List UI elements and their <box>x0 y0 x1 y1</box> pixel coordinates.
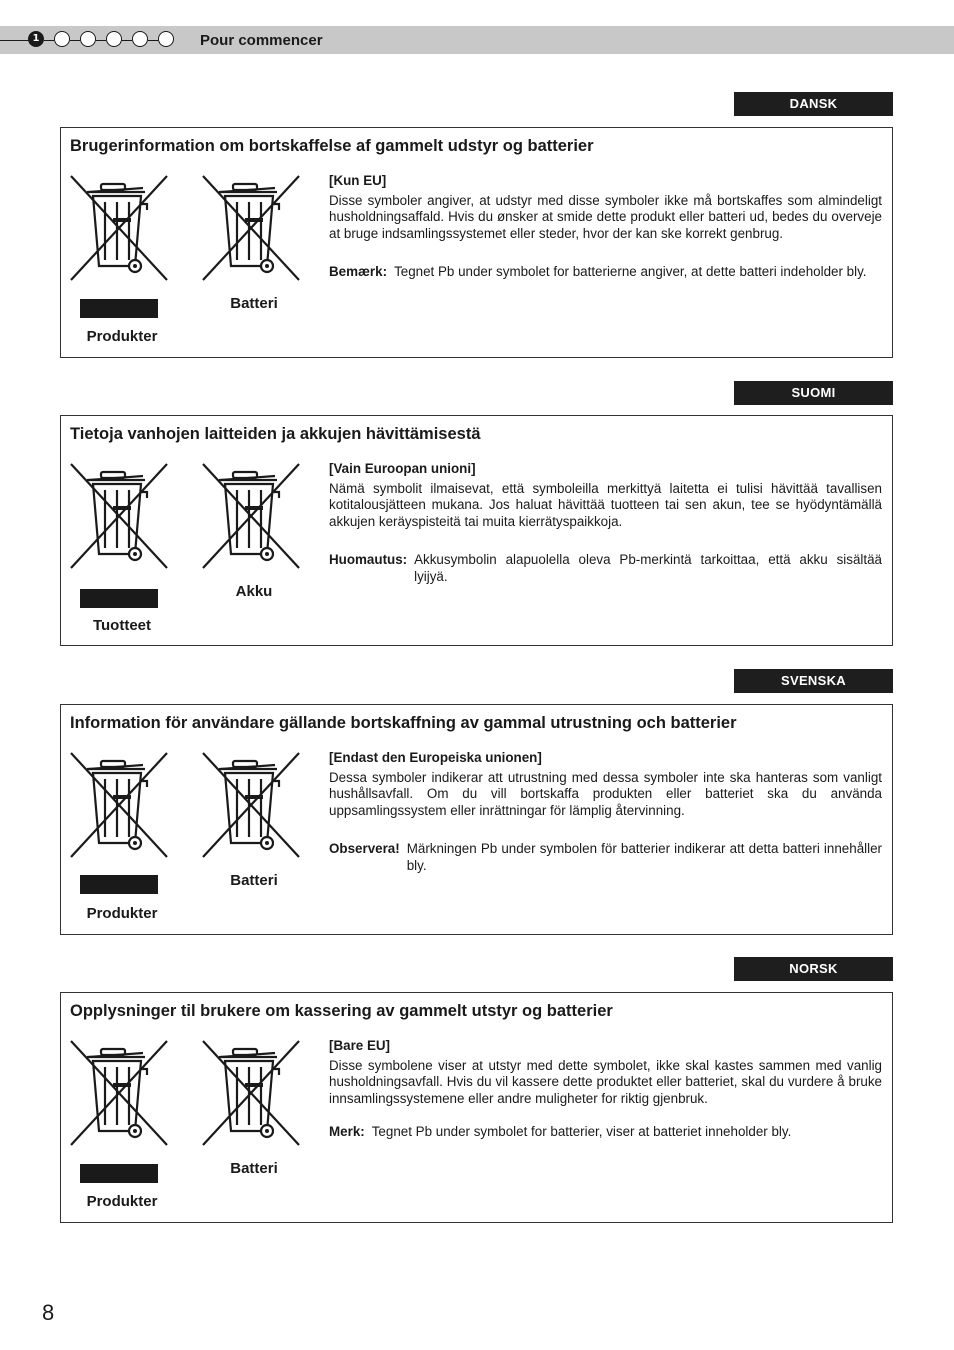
language-tag-norsk: NORSK <box>734 957 893 981</box>
chapter-title: Pour commencer <box>200 32 323 49</box>
crossed-bin-product-icon <box>69 1039 169 1147</box>
section-title: Opplysninger til brukere om kassering av gammelt utstyr og batterier <box>70 1002 613 1020</box>
battery-label: Akku <box>235 583 273 600</box>
step-connector <box>70 40 80 41</box>
region-heading: [Bare EU] <box>329 1038 391 1053</box>
section-svenska <box>60 704 893 935</box>
section-suomi <box>60 415 893 646</box>
note <box>329 1124 882 1141</box>
product-black-bar <box>80 299 158 318</box>
section-dansk <box>60 127 893 358</box>
body-paragraph: Disse symboler angiver, at udstyr med disse symboler ikke må bortskaffes som almindeligt husholdningsaffald. Hvis du ønsker at smide dette produkt eller batteri ud, bedes du overveje at bruge indsamlingssystemet eller steder, hvor der kan ske korrekt genbrug. <box>329 192 882 241</box>
note-label: Observera! <box>329 841 400 856</box>
battery-label: Batteri <box>230 872 278 889</box>
section-text <box>329 461 882 585</box>
chapter-step-6 <box>158 31 174 47</box>
crossed-bin-product-icon <box>69 751 169 859</box>
product-black-bar <box>80 1164 158 1183</box>
note <box>329 841 882 874</box>
chapter-step-2 <box>54 31 70 47</box>
section-title: Brugerinformation om bortskaffelse af gammelt udstyr og batterier <box>70 137 594 155</box>
product-black-bar <box>80 875 158 894</box>
chapter-step-5 <box>132 31 148 47</box>
region-heading: [Kun EU] <box>329 173 387 188</box>
chapter-step-number: 1 <box>32 33 40 44</box>
section-title: Information för användare gällande bortskaffning av gammal utrustning och batterier <box>70 714 737 732</box>
section-title: Tietoja vanhojen laitteiden ja akkujen hävittämisestä <box>70 425 481 443</box>
section-text <box>329 750 882 874</box>
note-label: Bemærk: <box>329 264 388 279</box>
battery-label: Batteri <box>230 295 278 312</box>
step-connector <box>122 40 132 41</box>
note-label: Merk: <box>329 1124 365 1139</box>
note <box>329 264 882 281</box>
section-text <box>329 173 882 281</box>
crossed-bin-battery-icon <box>201 1039 301 1147</box>
step-connector <box>96 40 106 41</box>
product-label: Produkter <box>86 328 158 345</box>
product-label: Produkter <box>86 1193 158 1210</box>
body-paragraph: Nämä symbolit ilmaisevat, että symboleilla merkittyä laitetta ei tulisi hävittää tavallisen kotitalousjätteen mukana. Jos haluat hävittää tuotteen tai sen akun, tee se hyödyntämällä akkujen keräyspisteitä tai muita kierrätyspaikkoja. <box>329 480 882 529</box>
note-text: Tegnet Pb under symbolet for batterier, viser at batteriet inneholder bly. <box>371 1124 792 1139</box>
note-text: Tegnet Pb under symbolet for batterierne angiver, at dette batteri indeholder bly. <box>394 264 867 279</box>
crossed-bin-product-icon <box>69 462 169 570</box>
crossed-bin-product-icon <box>69 174 169 282</box>
battery-label: Batteri <box>230 1160 278 1177</box>
note <box>329 552 882 585</box>
crossed-bin-battery-icon <box>201 462 301 570</box>
body-paragraph: Disse symbolene viser at utstyr med dette symbolet, ikke skal kastes sammen med vanlig husholdningsavfall. Hvis du vil kassere dette produktet eller batteriet, skal du vurdere å bruke innsamlingssystemene eller andre muligheter for riktig gjenbruk. <box>329 1057 882 1106</box>
product-black-bar <box>80 589 158 608</box>
chapter-step-3 <box>80 31 96 47</box>
product-label: Produkter <box>86 905 158 922</box>
section-text <box>329 1038 882 1141</box>
note-text: Akkusymbolin alapuolella oleva Pb-merkintä tarkoittaa, että akku sisältää lyijyä. <box>414 552 882 584</box>
note-label: Huomautus: <box>329 552 408 567</box>
chapter-step-1 <box>28 31 44 47</box>
page-number: 8 <box>42 1300 55 1325</box>
note-text: Märkningen Pb under symbolen för batterier indikerar att detta batteri innehåller bly. <box>406 841 882 873</box>
section-norsk <box>60 992 893 1223</box>
region-heading: [Vain Euroopan unioni] <box>329 461 476 476</box>
language-tag-svenska: SVENSKA <box>734 669 893 693</box>
language-tag-suomi: SUOMI <box>734 381 893 405</box>
language-tag-dansk: DANSK <box>734 92 893 116</box>
product-label: Tuotteet <box>92 617 152 634</box>
region-heading: [Endast den Europeiska unionen] <box>329 750 542 765</box>
body-paragraph: Dessa symboler indikerar att utrustning med dessa symboler inte ska hanteras som vanligt hushållsavfall. Om du vill bortskaffa produkten eller batteriet ska du använda uppsamlingssystem eller inrättningar för lämplig återvinning. <box>329 769 882 818</box>
crossed-bin-battery-icon <box>201 751 301 859</box>
step-connector <box>148 40 158 41</box>
crossed-bin-battery-icon <box>201 174 301 282</box>
chapter-step-4 <box>106 31 122 47</box>
step-connector <box>44 40 54 41</box>
